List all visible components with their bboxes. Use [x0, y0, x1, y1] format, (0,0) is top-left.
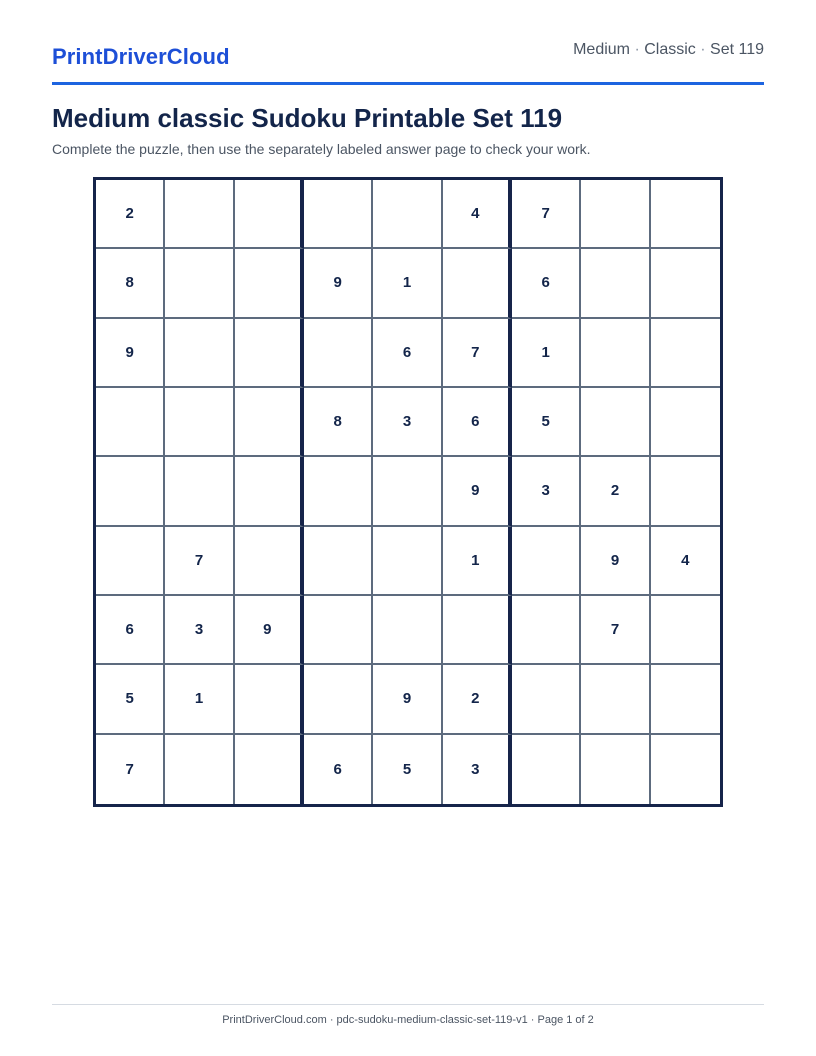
empty-cell — [651, 596, 720, 665]
given-cell: 4 — [443, 180, 512, 249]
empty-cell — [235, 735, 304, 804]
given-cell: 7 — [443, 319, 512, 388]
given-cell: 7 — [165, 527, 234, 596]
page-title: Medium classic Sudoku Printable Set 119 — [52, 103, 563, 133]
empty-cell — [373, 527, 442, 596]
given-cell: 7 — [96, 735, 165, 804]
empty-cell — [165, 388, 234, 457]
empty-cell — [651, 319, 720, 388]
empty-cell — [96, 527, 165, 596]
given-cell: 6 — [443, 388, 512, 457]
footer-doc-id: pdc-sudoku-medium-classic-set-119-v1 — [336, 1014, 528, 1026]
empty-cell — [165, 249, 234, 318]
empty-cell — [651, 665, 720, 734]
given-cell: 6 — [96, 596, 165, 665]
empty-cell — [304, 180, 373, 249]
given-cell: 6 — [304, 735, 373, 804]
empty-cell — [443, 249, 512, 318]
given-cell: 5 — [512, 388, 581, 457]
empty-cell — [304, 319, 373, 388]
empty-cell — [96, 457, 165, 526]
empty-cell — [512, 527, 581, 596]
empty-cell — [651, 388, 720, 457]
given-cell: 9 — [373, 665, 442, 734]
footer-site: PrintDriverCloud.com — [222, 1014, 327, 1026]
empty-cell — [651, 180, 720, 249]
empty-cell — [512, 665, 581, 734]
empty-cell — [581, 735, 650, 804]
given-cell: 2 — [581, 457, 650, 526]
empty-cell — [512, 596, 581, 665]
given-cell: 9 — [581, 527, 650, 596]
empty-cell — [651, 249, 720, 318]
empty-cell — [373, 180, 442, 249]
given-cell: 9 — [443, 457, 512, 526]
given-cell: 3 — [512, 457, 581, 526]
given-cell: 8 — [96, 249, 165, 318]
empty-cell — [235, 180, 304, 249]
given-cell: 7 — [512, 180, 581, 249]
set-label: Set 119 — [710, 41, 764, 58]
style-label: Classic — [644, 41, 696, 58]
empty-cell — [235, 249, 304, 318]
empty-cell — [304, 457, 373, 526]
given-cell: 3 — [165, 596, 234, 665]
footer-page-number: Page 1 of 2 — [537, 1014, 594, 1026]
footer-separator: · — [329, 1014, 337, 1026]
footer-divider — [52, 1004, 764, 1005]
empty-cell — [165, 735, 234, 804]
meta-separator: · — [700, 41, 711, 58]
given-cell: 6 — [373, 319, 442, 388]
given-cell: 2 — [96, 180, 165, 249]
empty-cell — [304, 527, 373, 596]
empty-cell — [235, 665, 304, 734]
empty-cell — [304, 596, 373, 665]
page-footer — [0, 1014, 816, 1026]
meta-separator: · — [634, 41, 645, 58]
given-cell: 9 — [304, 249, 373, 318]
empty-cell — [373, 457, 442, 526]
header-divider — [52, 82, 764, 85]
given-cell: 6 — [512, 249, 581, 318]
instructions-text: Complete the puzzle, then use the separately labeled answer page to check your work. — [52, 141, 591, 157]
empty-cell — [651, 735, 720, 804]
empty-cell — [581, 249, 650, 318]
empty-cell — [581, 665, 650, 734]
empty-cell — [581, 319, 650, 388]
given-cell: 7 — [581, 596, 650, 665]
empty-cell — [235, 457, 304, 526]
given-cell: 5 — [373, 735, 442, 804]
given-cell: 2 — [443, 665, 512, 734]
difficulty-label: Medium — [573, 41, 630, 58]
empty-cell — [512, 735, 581, 804]
empty-cell — [235, 527, 304, 596]
footer-separator: · — [530, 1014, 538, 1026]
empty-cell — [96, 388, 165, 457]
given-cell: 5 — [96, 665, 165, 734]
brand-logo: PrintDriverCloud — [52, 44, 230, 69]
given-cell: 1 — [443, 527, 512, 596]
given-cell: 4 — [651, 527, 720, 596]
empty-cell — [581, 388, 650, 457]
given-cell: 1 — [373, 249, 442, 318]
empty-cell — [373, 596, 442, 665]
given-cell: 1 — [165, 665, 234, 734]
empty-cell — [165, 180, 234, 249]
empty-cell — [235, 319, 304, 388]
puzzle-meta — [573, 41, 764, 59]
empty-cell — [651, 457, 720, 526]
given-cell: 3 — [373, 388, 442, 457]
given-cell: 8 — [304, 388, 373, 457]
empty-cell — [443, 596, 512, 665]
given-cell: 1 — [512, 319, 581, 388]
given-cell: 9 — [96, 319, 165, 388]
empty-cell — [581, 180, 650, 249]
empty-cell — [165, 319, 234, 388]
empty-cell — [235, 388, 304, 457]
empty-cell — [304, 665, 373, 734]
empty-cell — [165, 457, 234, 526]
given-cell: 9 — [235, 596, 304, 665]
given-cell: 3 — [443, 735, 512, 804]
sudoku-grid — [93, 177, 723, 807]
